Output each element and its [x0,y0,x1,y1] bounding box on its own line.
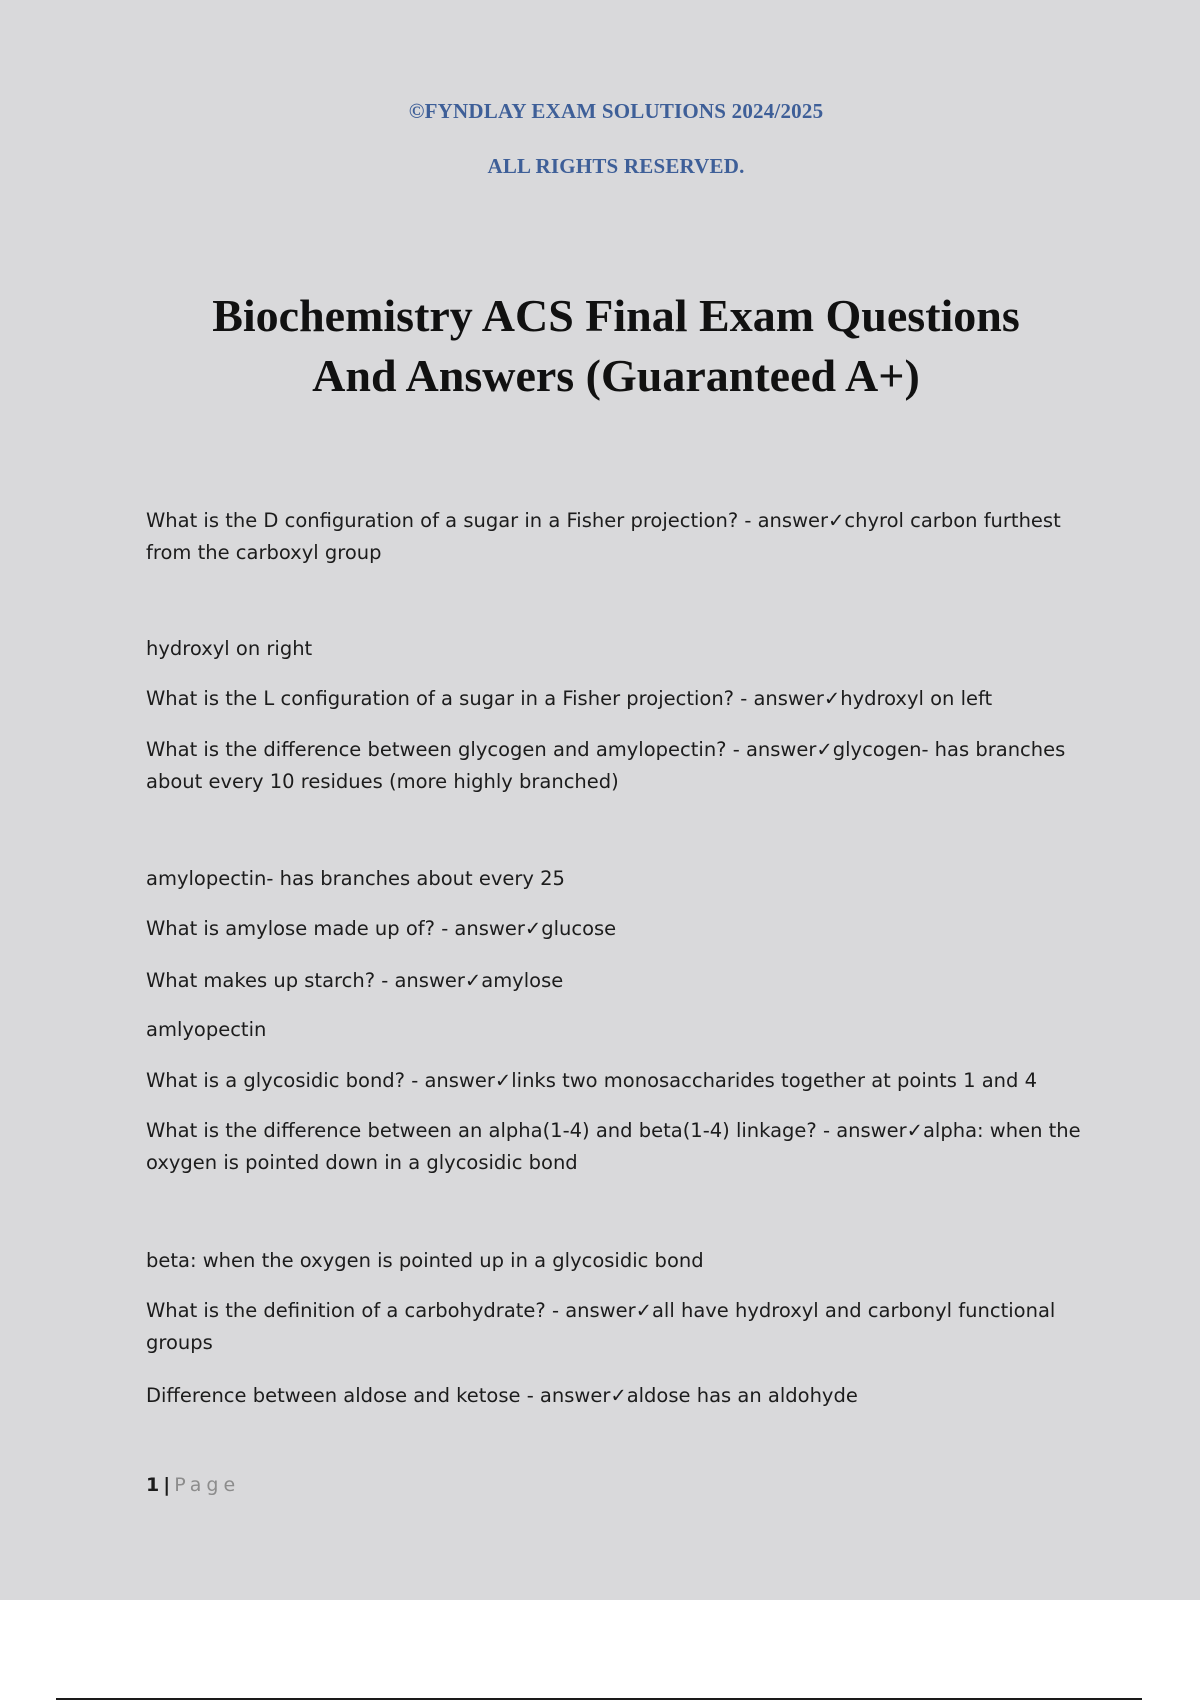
title-line-2: And Answers (Guaranteed A+) [312,350,920,401]
qa-paragraph [146,1380,1096,1412]
qa-paragraph [146,863,1096,895]
qa-paragraph [146,965,1096,997]
copyright-header: ©FYNDLAY EXAM SOLUTIONS 2024/2025 [408,99,824,123]
title-line-1: Biochemistry ACS Final Exam Questions [212,290,1020,341]
qa-paragraph [146,913,1096,945]
document-title [0,286,1200,406]
footer-separator: | [163,1474,171,1496]
qa-line: from the carboxyl group [146,541,382,564]
qa-line: amlyopectin [146,1018,267,1041]
qa-line: oxygen is pointed down in a glycosidic bond [146,1151,578,1174]
qa-paragraph [146,1295,1096,1359]
qa-paragraph [146,683,1096,715]
qa-paragraph [146,1065,1096,1097]
page-label: Page [174,1474,241,1496]
page-footer [146,1474,240,1496]
qa-paragraph [146,1014,1096,1046]
rights-reserved-header: ALL RIGHTS RESERVED. [487,154,745,178]
qa-line: What is a glycosidic bond? - answer✓links two monosaccharides together at points 1 and 4 [146,1069,1037,1092]
qa-paragraph [146,734,1096,798]
qa-line: groups [146,1331,213,1354]
qa-line: What is the difference between an alpha(1-4) and beta(1-4) linkage? - answer✓alpha: when the [146,1119,1081,1142]
qa-line: What is the L configuration of a sugar in a Fisher projection? - answer✓hydroxyl on left [146,687,993,710]
qa-line: What is amylose made up of? - answer✓glucose [146,917,617,940]
qa-line: beta: when the oxygen is pointed up in a glycosidic bond [146,1249,704,1272]
qa-line: What makes up starch? - answer✓amylose [146,969,564,992]
qa-paragraph [146,633,1096,665]
qa-line: about every 10 residues (more highly branched) [146,770,619,793]
qa-paragraph [146,1245,1096,1277]
qa-line: amylopectin- has branches about every 25 [146,867,565,890]
qa-line: What is the definition of a carbohydrate? - answer✓all have hydroxyl and carbonyl functional [146,1299,1056,1322]
qa-line: hydroxyl on right [146,637,313,660]
qa-paragraph [146,1115,1096,1179]
qa-line: Difference between aldose and ketose - answer✓aldose has an aldohyde [146,1384,858,1407]
qa-line: What is the difference between glycogen and amylopectin? - answer✓glycogen- has branches [146,738,1066,761]
page-number: 1 [146,1474,160,1496]
qa-paragraph [146,505,1096,569]
qa-line: What is the D configuration of a sugar in a Fisher projection? - answer✓chyrol carbon furthest [146,509,1061,532]
